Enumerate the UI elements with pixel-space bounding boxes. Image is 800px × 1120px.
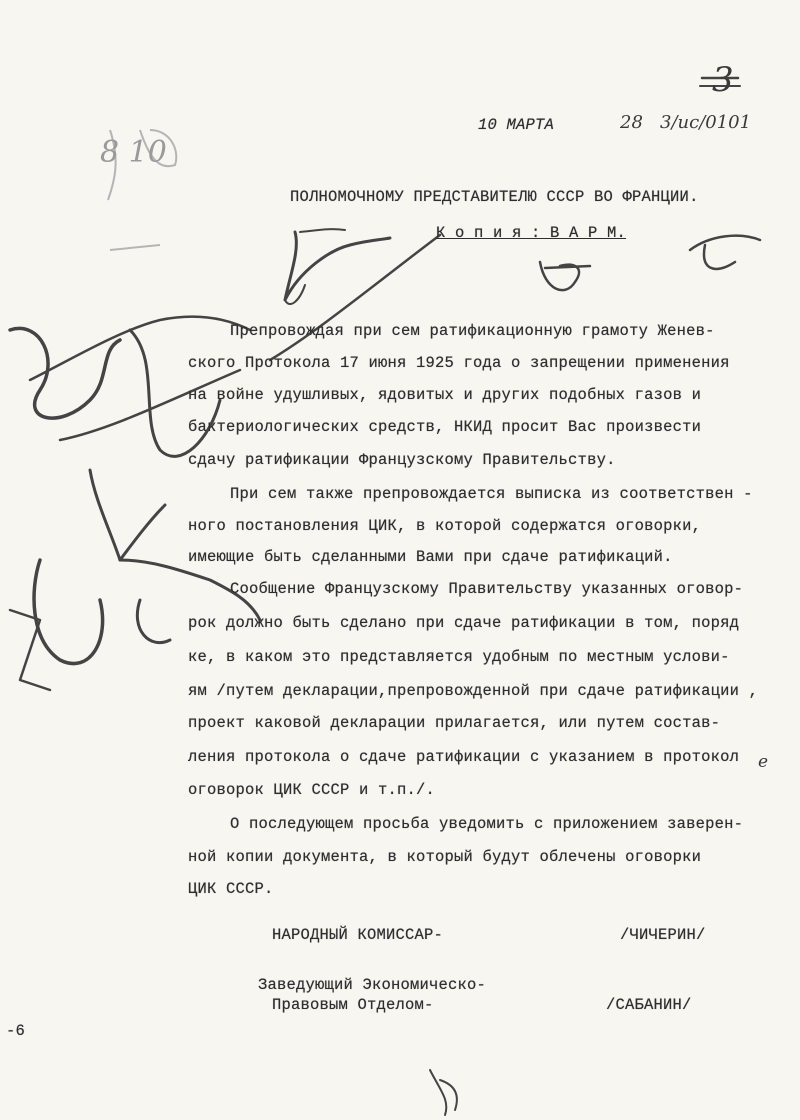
copies-mark: -6 (6, 1022, 26, 1040)
body-line-17: ной копии документа, в который будут облечены оговорки (188, 848, 702, 866)
page-number: 3 (712, 60, 734, 100)
body-line-16: О последующем просьба уведомить с приложением заверен- (230, 815, 744, 833)
copy-line: К о п и я : В А Р М. (436, 224, 627, 242)
body-line-15: оговорок ЦИК СССР и т.п./. (188, 781, 436, 799)
body-line-12: ям /путем декларации,препровожденной при сдаче ратификации , (188, 682, 759, 700)
body-line-18: ЦИК СССР. (188, 880, 274, 898)
margin-note: 8 10 (100, 135, 167, 170)
body-line-10: рок должно быть сделано при сдаче ратификации в том, поряд (188, 614, 740, 632)
registration-number: 3/ис/0101 (660, 112, 752, 133)
department-head-name: /САБАНИН/ (606, 996, 692, 1014)
addressee: ПОЛНОМОЧНОМУ ПРЕДСТАВИТЕЛЮ СССР ВО ФРАНЦИИ. (290, 188, 699, 206)
body-line-14: ления протокола о сдаче ратификации с указанием в протокол (188, 748, 740, 766)
department-head-title-1: Заведующий Экономическо- (258, 976, 487, 994)
commissar-name: /ЧИЧЕРИН/ (620, 926, 706, 944)
date-hand: 28 (620, 112, 643, 133)
department-head-title-2: Правовым Отделом- (272, 996, 434, 1014)
body-line-3: на войне удушливых, ядовитых и других подобных газов и (188, 386, 702, 404)
commissar-title: НАРОДНЫЙ КОМИССАР- (272, 926, 444, 944)
body-line-6: При сем также препровождается выписка из соответствен - (230, 485, 753, 503)
body-line-9: Сообщение Французскому Правительству указанных оговор- (230, 580, 744, 598)
body-line-7: ного постановления ЦИК, в которой содержатся оговорки, (188, 517, 702, 535)
body-line-2: ского Протокола 17 июня 1925 года о запрещении применения (188, 354, 730, 372)
body-line-11: ке, в каком это представляется удобным по местным услови- (188, 648, 730, 666)
body-line-4: бактериологических средств, НКИД просит Вас произвести (188, 418, 702, 436)
body-line-1: Препровождая при сем ратификационную грамоту Женев- (230, 322, 715, 340)
date-typed: 10 МАРТА (478, 116, 555, 134)
body-line-5: сдачу ратификации Французскому Правительству. (188, 451, 616, 469)
signature-stroke-1 (285, 232, 390, 300)
body-line-13: проект каковой декларации прилагается, или путем состав- (188, 714, 721, 732)
hand-correction: е (758, 752, 769, 772)
body-line-8: имеющие быть сделанными Вами при сдаче ратификаций. (188, 548, 673, 566)
